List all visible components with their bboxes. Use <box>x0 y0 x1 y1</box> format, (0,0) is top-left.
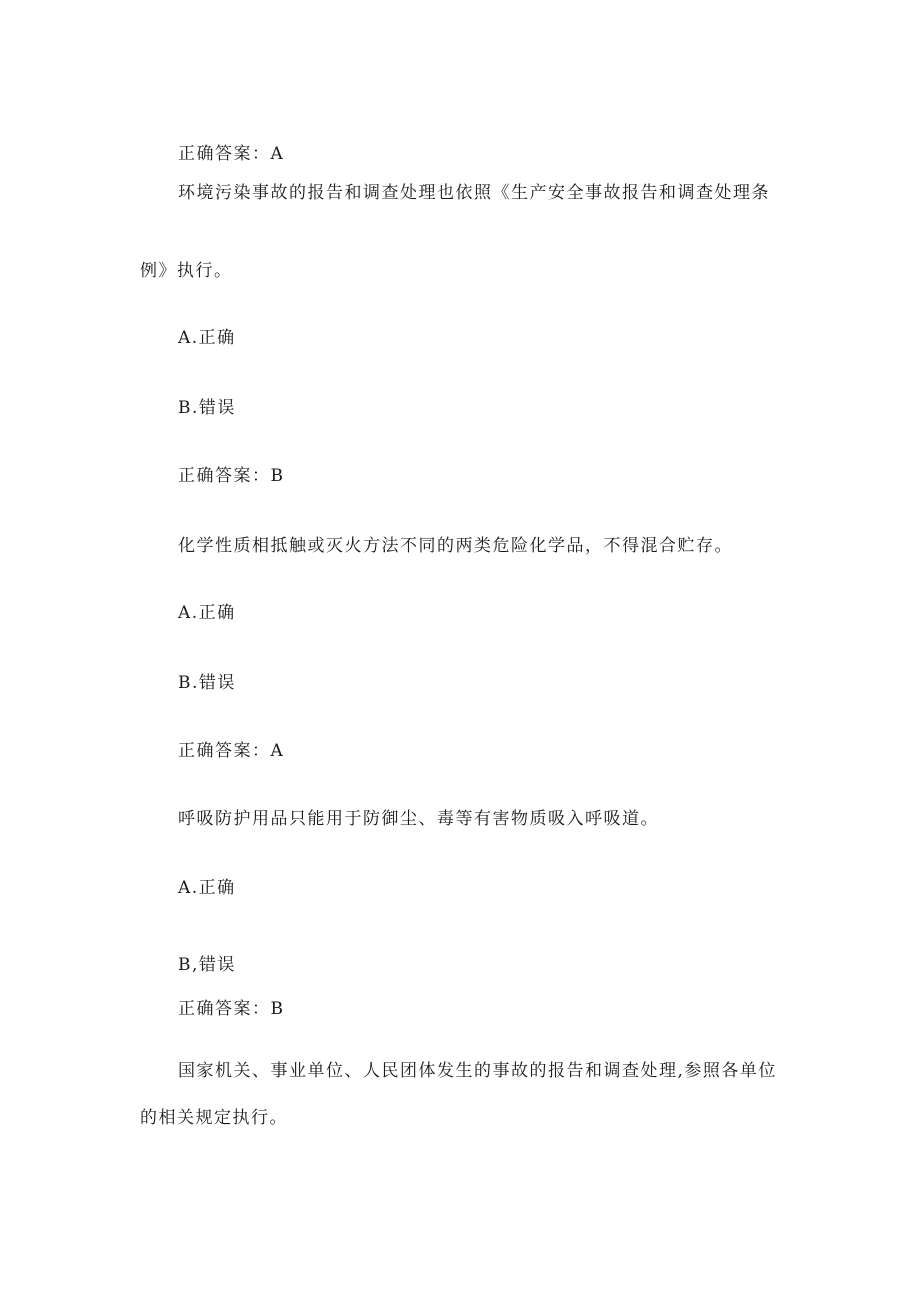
option-b-3: B,错误 <box>178 955 236 975</box>
question-4-line-1: 国家机关、事业单位、人民团体发生的事故的报告和调查处理,参照各单位 <box>178 1061 777 1081</box>
option-b-1: B.错误 <box>178 398 236 418</box>
option-b-2: B.错误 <box>178 673 236 693</box>
question-4-line-2: 的相关规定执行。 <box>140 1108 288 1128</box>
question-1-line-2: 例》执行。 <box>140 261 233 281</box>
question-3: 呼吸防护用品只能用于防御尘、毒等有害物质吸入呼吸道。 <box>178 809 659 829</box>
answer-1: 正确答案：A <box>178 144 285 164</box>
option-a-2: A.正确 <box>178 603 236 623</box>
question-2: 化学性质相抵触或灭火方法不同的两类危险化学品，不得混合贮存。 <box>178 536 733 556</box>
answer-3: 正确答案：A <box>178 741 285 761</box>
question-1-line-1: 环境污染事故的报告和调查处理也依照《生产安全事故报告和调查处理条 <box>178 183 770 203</box>
answer-2: 正确答案：B <box>178 466 285 486</box>
option-a-1: A.正确 <box>178 328 236 348</box>
answer-4: 正确答案：B <box>178 999 285 1019</box>
option-a-3: A.正确 <box>178 878 236 898</box>
